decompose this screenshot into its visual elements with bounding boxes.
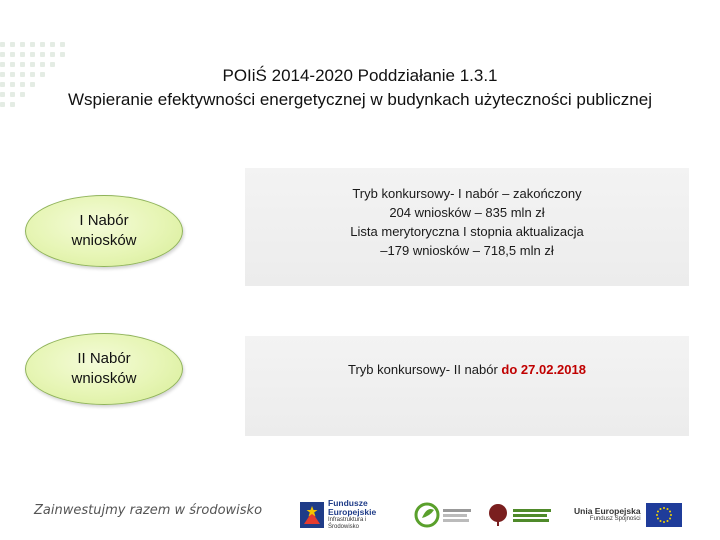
fe-program: Infrastruktura i Środowisko: [328, 517, 367, 530]
decorative-dot: [0, 52, 5, 57]
decorative-dot: [20, 52, 25, 57]
decorative-dot: [50, 42, 55, 47]
nabor-2-text-prefix: Tryb konkursowy- II nabór: [348, 362, 502, 377]
eu-star: [657, 518, 659, 520]
decorative-dot: [10, 42, 15, 47]
eu-star: [669, 518, 671, 520]
nfosigw-logo: [486, 498, 555, 532]
nabor-2-label-line-1: II Nabór: [77, 350, 131, 367]
title-line-2: Wspieranie efektywności energetycznej w budynkach użyteczności publicznej: [68, 90, 652, 109]
nabor-1-label: [25, 195, 183, 267]
decorative-dot: [10, 52, 15, 57]
decorative-dot: [40, 42, 45, 47]
nabor-1-line-3: Lista merytoryczna I stopnia aktualizacja: [350, 224, 584, 239]
nabor-1-line-4: –179 wniosków – 718,5 mln zł: [380, 243, 554, 258]
nabor-2-label-line-2: wniosków: [71, 370, 137, 387]
slide-title: [0, 64, 720, 112]
eu-star: [659, 508, 661, 510]
nabor-1-details-panel: [245, 168, 689, 286]
decorative-dot: [30, 42, 35, 47]
nabor-1-label-line-1: I Nabór: [79, 212, 129, 229]
unia-europejska-logo: [574, 498, 682, 532]
nabor-2-details-panel: [245, 336, 689, 436]
fe-star-icon: [300, 502, 324, 528]
eu-star: [663, 507, 665, 509]
decorative-dot: [30, 52, 35, 57]
eu-star: [666, 520, 668, 522]
ministry-logo: [414, 498, 475, 532]
fundusze-europejskie-logo: [300, 498, 398, 532]
ue-fund: Fundusz Spójności: [589, 516, 641, 522]
fe-name: Fundusze Europejskie: [328, 498, 377, 517]
nabor-2-label: [25, 333, 183, 405]
decorative-dot: [20, 42, 25, 47]
nabor-1-line-2: 204 wniosków – 835 mln zł: [389, 205, 545, 220]
decorative-dot: [60, 42, 65, 47]
decorative-dot: [0, 42, 5, 47]
nabor-1-label-line-2: wniosków: [71, 232, 137, 249]
eu-star: [663, 521, 665, 523]
eu-star: [666, 508, 668, 510]
decorative-dot: [60, 52, 65, 57]
eu-star: [657, 511, 659, 513]
nabor-1-line-1: Tryb konkursowy- I nabór – zakończony: [352, 186, 582, 201]
nabor-2-deadline: do 27.02.2018: [501, 362, 586, 377]
title-line-1: POIiŚ 2014-2020 Poddziałanie 1.3.1: [222, 66, 498, 85]
eu-star: [669, 511, 671, 513]
nabor-2-text: [348, 360, 586, 379]
eu-star: [656, 514, 658, 516]
footer-slogan: Zainwestujmy razem w środowisko: [34, 503, 263, 518]
eu-flag-icon: [646, 503, 682, 527]
decorative-dot: [40, 52, 45, 57]
ue-name: Unia Europejska: [574, 506, 641, 516]
green-leaf-icon: [414, 502, 440, 528]
eu-star: [659, 520, 661, 522]
eu-star: [670, 514, 672, 516]
tree-icon: [486, 502, 510, 528]
decorative-dot: [50, 52, 55, 57]
